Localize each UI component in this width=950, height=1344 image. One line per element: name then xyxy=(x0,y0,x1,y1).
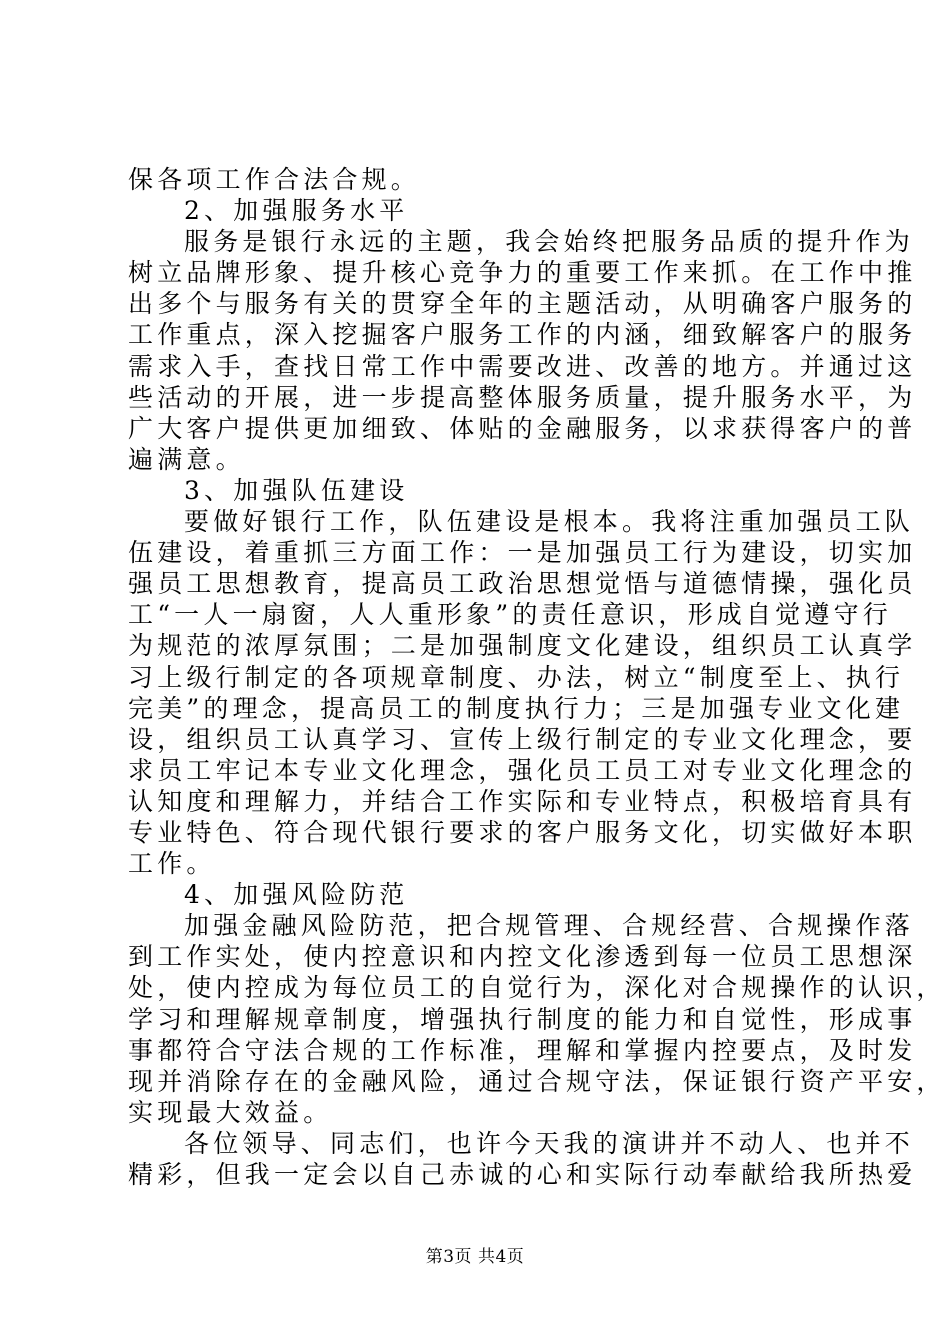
text-line: 工“一人一扇窗，人人重形象”的责任意识，形成自觉遵守行 xyxy=(128,600,892,630)
text-line: 现并消除存在的金融风险，通过合规守法，保证银行资产平安， xyxy=(128,1066,946,1096)
text-line: 保各项工作合法合规。 xyxy=(128,165,421,194)
text-line: 工作重点，深入挖掘客户服务工作的内涵，细致解客户的服务 xyxy=(128,320,917,350)
text-line: 伍建设，着重抓三方面工作：一是加强员工行为建设，切实加 xyxy=(128,538,917,568)
body-text xyxy=(128,164,946,1190)
text-line: 为规范的浓厚氛围；二是加强制度文化建设，组织员工认真学 xyxy=(128,631,917,661)
text-line: 服务是银行永远的主题，我会始终把服务品质的提升作为 xyxy=(184,227,915,257)
text-line: 4、加强风险防范 xyxy=(184,880,409,910)
text-line: 树立品牌形象、提升核心竞争力的重要工作来抓。在工作中推 xyxy=(128,258,917,288)
text-line: 2、加强服务水平 xyxy=(184,196,409,226)
text-line: 习上级行制定的各项规章制度、办法，树立“制度至上、执行 xyxy=(128,662,905,692)
text-line: 认知度和理解力，并结合工作实际和专业特点，积极培育具有 xyxy=(128,786,917,816)
text-line: 处，使内控成为每位员工的自觉行为，深化对合规操作的认识， xyxy=(128,973,946,1003)
text-line: 学习和理解规章制度，增强执行制度的能力和自觉性，形成事 xyxy=(128,1004,917,1034)
text-line: 各位领导、同志们，也许今天我的演讲并不动人、也并不 xyxy=(184,1128,915,1158)
text-line: 加强金融风险防范，把合规管理、合规经营、合规操作落 xyxy=(184,911,915,941)
text-line: 些活动的开展，进一步提高整体服务质量，提升服务水平，为 xyxy=(128,382,917,412)
text-line: 3、加强队伍建设 xyxy=(184,475,409,505)
text-line: 工作。 xyxy=(128,849,216,879)
text-line: 求员工牢记本专业文化理念，强化员工员工对专业文化理念的 xyxy=(128,755,917,785)
text-line: 到工作实处，使内控意识和内控文化渗透到每一位员工思想深 xyxy=(128,942,917,972)
text-line: 设，组织员工认真学习、宣传上级行制定的专业文化理念，要 xyxy=(128,724,917,754)
text-line: 精彩，但我一定会以自己赤诚的心和实际行动奉献给我所热爱 xyxy=(128,1160,917,1189)
page-footer: 第3页 共4页 xyxy=(425,1247,525,1267)
text-line: 完美”的理念，提高员工的制度执行力；三是加强专业文化建 xyxy=(128,693,905,723)
text-line: 遍满意。 xyxy=(128,444,245,474)
text-line: 强员工思想教育，提高员工政治思想觉悟与道德情操，强化员 xyxy=(128,569,917,599)
text-line: 专业特色、符合现代银行要求的客户服务文化，切实做好本职 xyxy=(128,817,917,847)
text-line: 出多个与服务有关的贯穿全年的主题活动，从明确客户服务的 xyxy=(128,289,917,319)
text-line: 实现最大效益。 xyxy=(128,1097,333,1127)
text-line: 事都符合守法合规的工作标准，理解和掌握内控要点，及时发 xyxy=(128,1035,917,1065)
text-line: 需求入手，查找日常工作中需要改进、改善的地方。并通过这 xyxy=(128,351,917,381)
text-line: 广大客户提供更加细致、体贴的金融服务，以求获得客户的普 xyxy=(128,413,917,443)
text-line: 要做好银行工作，队伍建设是根本。我将注重加强员工队 xyxy=(184,507,915,537)
